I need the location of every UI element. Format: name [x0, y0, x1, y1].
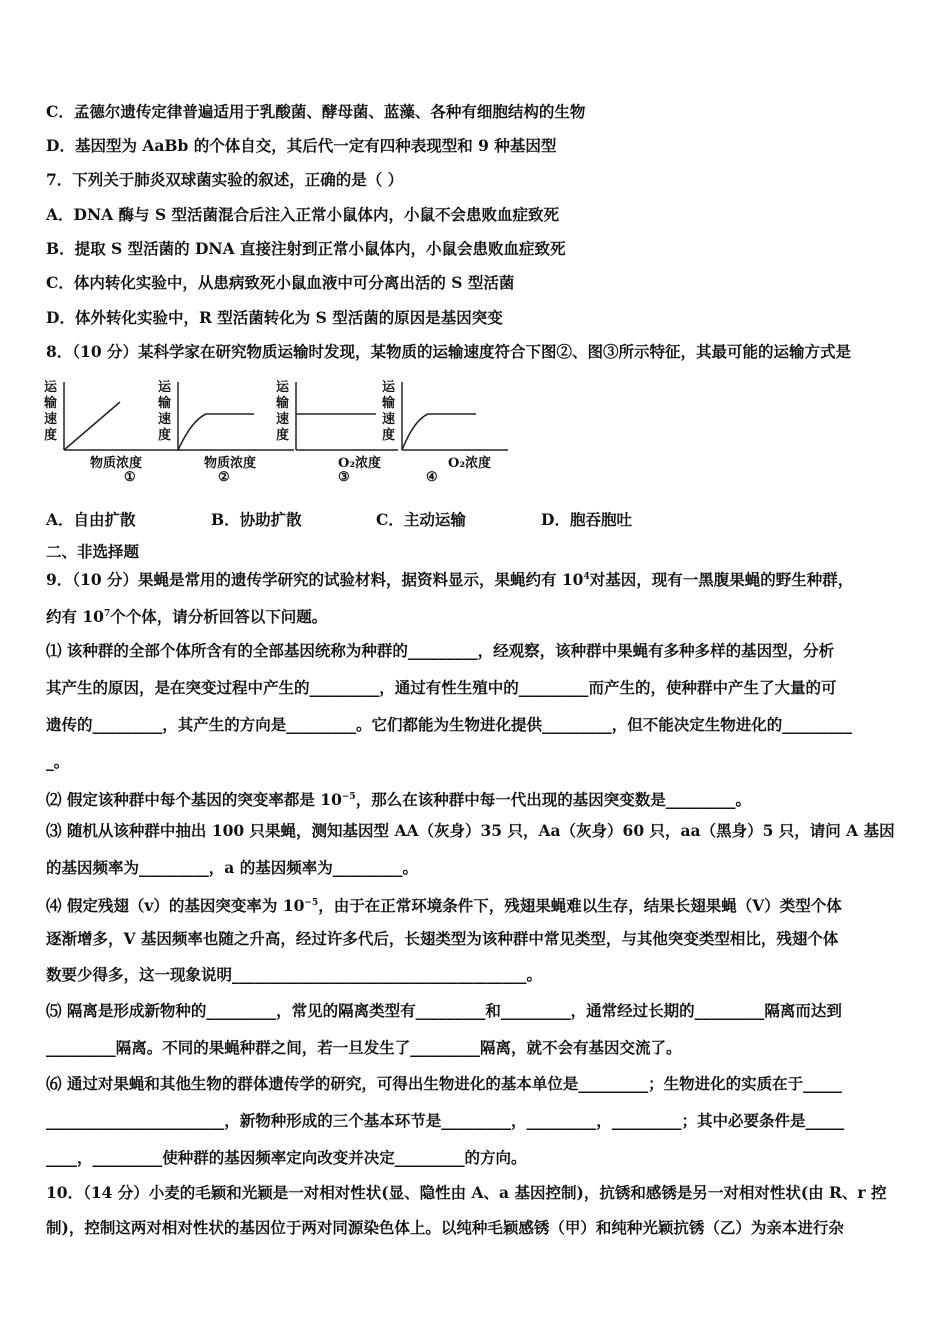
- q9-part-6-line-2: _______________________，新物种形成的三个基本环节是_________，_________，_________；其中必要条件是_____: [46, 1111, 845, 1130]
- q9-part-2: [46, 787, 751, 810]
- q9-part-2-text-b: ，那么在该种群中每一代出现的基因突变数是_________。: [355, 790, 751, 810]
- graph-2-ylabel-0: 运: [158, 380, 172, 395]
- q8-option-d: D．胞吞胞吐: [541, 510, 632, 529]
- q8-option-b: B．协助扩散: [211, 510, 302, 529]
- question-8: 8．（10 分）某科学家在研究物质运输时发现，某物质的运输速度符合下图②、图③所示特征，其最可能的运输方式是: [46, 342, 852, 361]
- graph-4-ylabel-2: 速: [382, 412, 396, 427]
- question-10-line-1: 10．（14 分）小麦的毛颖和光颖是一对相对性状(显、隐性由 A、a 基因控制)，抗锈和感锈是另一对相对性状(由 R、r 控: [46, 1183, 887, 1202]
- q9-part-6-line-1: ⑹ 通过对果蝇和其他生物的群体遗传学的研究，可得出生物进化的基本单位是_________；生物进化的实质在于_____: [46, 1074, 842, 1093]
- q9-part-4-text-b: ，由于在正常环境条件下，残翅果蝇难以生存，结果长翅果蝇（V）类型个体: [318, 896, 842, 916]
- q9-part-4-text-a: ⑷ 假定残翅（v）的基因突变率为 10: [46, 896, 305, 916]
- graph-2-ylabel-1: 输: [158, 396, 172, 411]
- graph-4-number: ④: [426, 470, 438, 485]
- q9-part-1-line-3: 遗传的_________，其产生的方向是_________。它们都能为生物进化提供_________，但不能决定生物进化的_________: [46, 715, 853, 734]
- graph-1-xlabel: 物质浓度: [90, 456, 143, 471]
- q9-part-4-line-1: [46, 893, 842, 916]
- graph-1-number: ①: [124, 470, 136, 485]
- graph-4-ylabel-3: 度: [382, 428, 396, 443]
- q9-line-1-text-b: 对基因，现有一黑腹果蝇的野生种群，: [589, 570, 854, 590]
- graph-3-ylabel-1: 输: [276, 396, 290, 411]
- q9-line-1-text-a: 9．（10 分）果蝇是常用的遗传学研究的试验材料，据资料显示，果蝇约有 10: [46, 570, 584, 590]
- graph-2-curve: [178, 414, 254, 450]
- q9-part-5-line-1: ⑸ 隔离是形成新物种的_________，常见的隔离类型有_________和_________，通常经过长期的_________隔离而达到: [46, 1001, 842, 1020]
- question-9-line-1: [46, 567, 853, 590]
- q9-part-4-sup: −5: [304, 898, 319, 908]
- question-10-line-2: 制)，控制这两对相对性状的基因位于两对同源染色体上。以纯种毛颖感锈（甲）和纯种光颖抗锈（乙）为亲本进行杂: [46, 1218, 844, 1237]
- graph-2-xlabel: 物质浓度: [204, 456, 257, 471]
- q9-part-3-line-1: ⑶ 随机从该种群中抽出 100 只果蝇，测知基因型 AA（灰身）35 只，Aa（灰身）60 只，aa（黑身）5 只，请问 A 基因: [46, 821, 895, 840]
- q9-part-2-text-a: ⑵ 假定该种群中每个基因的突变率都是 10: [46, 790, 342, 810]
- question-7: 7．下列关于肺炎双球菌实验的叙述，正确的是（ ）: [46, 170, 404, 189]
- q7-option-a: A．DNA 酶与 S 型活菌混合后注入正常小鼠体内，小鼠不会患败血症致死: [46, 205, 560, 224]
- graph-1-ylabel-2: 速: [44, 412, 58, 427]
- q9-part-1-line-1: ⑴ 该种群的全部个体所含有的全部基因统称为种群的_________，经观察，该种群中果蝇有多种多样的基因型，分析: [46, 641, 835, 660]
- q8-option-c: C．主动运输: [376, 510, 466, 529]
- question-9-line-2: [46, 604, 327, 627]
- q9-line-1-sup: 4: [583, 572, 590, 582]
- graph-2-ylabel-2: 速: [158, 412, 172, 427]
- q7-option-c: C．体内转化实验中，从患病致死小鼠血液中可分离出活的 S 型活菌: [46, 273, 515, 292]
- option-c-prev: C．孟德尔遗传定律普遍适用于乳酸菌、酵母菌、蓝藻、各种有细胞结构的生物: [46, 102, 586, 121]
- graph-4-curve: [402, 414, 476, 450]
- graph-1-ylabel-0: 运: [44, 380, 58, 395]
- graph-3-number: ③: [338, 470, 350, 485]
- q9-part-5-line-2: _________隔离。不同的果蝇种群之间，若一旦发生了_________隔离，就不会有基因交流了。: [46, 1038, 682, 1057]
- graph-1-ylabel-1: 输: [44, 396, 58, 411]
- q9-part-1-line-4: _。: [46, 752, 70, 771]
- graph-3-ylabel-3: 度: [276, 428, 290, 443]
- q9-part-6-line-3: ____，_________使种群的基因频率定向改变并决定_________的方向。: [46, 1148, 527, 1167]
- graph-3-ylabel-0: 运: [276, 380, 290, 395]
- graph-1-ylabel-3: 度: [44, 428, 58, 443]
- q8-option-a: A．自由扩散: [46, 510, 136, 529]
- graph-3-ylabel-2: 速: [276, 412, 290, 427]
- section-heading: 二、非选择题: [46, 542, 140, 561]
- q9-part-4-line-2: 逐渐增多，V 基因频率也随之升高，经过许多代后，长翅类型为该种群中常见类型，与其他突变类型相比，残翅个体: [46, 929, 839, 948]
- graph-2-number: ②: [218, 470, 230, 485]
- q9-part-4-line-3: 数要少得多，这一现象说明______________________________________。: [46, 965, 543, 984]
- graph-3-xlabel: O₂浓度: [338, 456, 382, 471]
- graph-1-curve: [64, 402, 120, 450]
- q9-part-3-line-2: 的基因频率为_________，a 的基因频率为_________。: [46, 858, 418, 877]
- graph-4-xlabel: O₂浓度: [448, 456, 492, 471]
- q9-part-2-sup: −5: [341, 792, 356, 802]
- option-d-prev: D．基因型为 AaBb 的个体自交，其后代一定有四种表现型和 9 种基因型: [46, 136, 557, 155]
- q9-line-2-text-a: 约有 10: [46, 607, 104, 627]
- q9-line-2-sup: 7: [103, 609, 111, 619]
- q9-part-1-line-2: 其产生的原因，是在突变过程中产生的_________，通过有性生殖中的_________而产生的，使种群中产生了大量的可: [46, 678, 837, 697]
- q7-option-d: D．体外转化实验中，R 型活菌转化为 S 型活菌的原因是基因突变: [46, 308, 503, 327]
- q9-line-2-text-b: 个个体，请分析回答以下问题。: [110, 607, 328, 627]
- graph-4-ylabel-1: 输: [382, 396, 396, 411]
- graph-2-ylabel-3: 度: [158, 428, 172, 443]
- q7-option-b: B．提取 S 型活菌的 DNA 直接注射到正常小鼠体内，小鼠会患败血症致死: [46, 239, 566, 258]
- graph-4-ylabel-0: 运: [382, 380, 396, 395]
